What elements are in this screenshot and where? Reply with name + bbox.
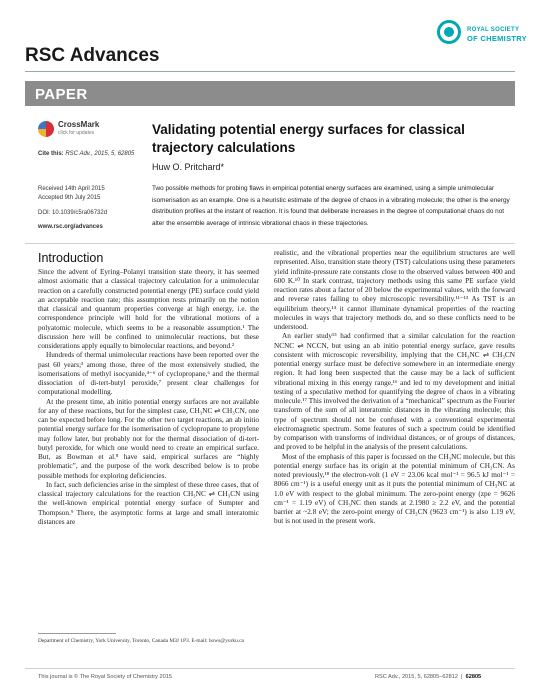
paragraph: Most of the emphasis of this paper is focussed on the CH₃NC molecule, but this potential energy surface has its origin at the potential minimum of CH₃CN. As noted previously,¹⁸ the electron-volt (1 eV = 23.06 kcal mol⁻¹ = 96.5 kJ mol⁻¹ = 8066 cm⁻¹) is a useful energy unit as it puts the potential minimum of CH₃NC at 1.0 eV with respect to the global minimum. The zero-point energy (zpe = 9626 cm⁻¹ = 1.19 eV) of CH₃NC then stands at 2.1980 ≥ 2.2 eV, and the potential barrier at ~2.8 eV; the zero-point energy of CH₃CN (9623 cm⁻¹) is also 1.19 eV, but is not used in the present work. bbox=[274, 452, 515, 526]
received-date: Received 14th April 2015 bbox=[38, 186, 105, 192]
doi[interactable]: DOI: 10.1039/c5ra06732d bbox=[38, 210, 108, 216]
left-column bbox=[38, 268, 259, 527]
footnote-rule bbox=[38, 633, 116, 634]
abstract: Two possible methods for probing flaws in empirical potential energy surfaces are examined, using a simple unimolecular isomerisation as an example. One is a heuristic estimate of the degree of chaos in a vibrating molecule; the other is the energy distribution profiles at the instant of reaction. It is found that deliberate increases in the degree of computational chaos do not alter the ensemble average of intrinsic vibrational chaos in these trajectories. bbox=[152, 185, 510, 227]
author: Huw O. Pritchard* bbox=[152, 162, 225, 172]
article-title: Validating potential energy surfaces for classical trajectory calculations bbox=[152, 122, 465, 155]
page-number: 62805 bbox=[465, 674, 482, 680]
paragraph: An earlier study¹⁵ had confirmed that a similar calculation for the reaction NCNC ⇌ NCCN, but using an ab initio potential energy surface, gave results consistent with microscopic reversibility, implying that the CH₃NC ⇌ CH₃CN potential energy surface must be defective somewhere in an intermediate energy region. It had long been suspected that the cause may be a lack of sufficient vibrational mixing in this energy range,¹⁶ and led to my development and initial testing of a speculative method for quantifying the degree of chaos in a vibrating molecule.¹⁷ This involved the derivation of a “mechanical” spectrum as the Fourier transform of the sum of all interatomic distances in the vibrating molecule; this type of spectrum should not be confused with a conventional experimental electromagnetic spectrum. Some features of such a spectrum could be identified by comparison with transforms of individual distances, or of groups of distances, and proved to be helpful in the analysis of the present calculations. bbox=[274, 332, 515, 452]
right-column bbox=[274, 249, 515, 527]
crossmark-label: CrossMark bbox=[58, 120, 100, 129]
paragraph: Hundreds of thermal unimolecular reactions have been reported over the past 60 years;³ among those, three of the most extensively studied, the isomerisations of methyl isocyanide,⁴⁻⁶ of cyclopropane,⁶ and the thermal dissociation of di-tert-butyl peroxide,⁷ present clear challenges for computational modelling. bbox=[38, 351, 259, 397]
section-label: PAPER bbox=[35, 86, 88, 103]
section-banner bbox=[25, 81, 515, 106]
crossmark-icon bbox=[38, 121, 54, 137]
footer-divider bbox=[25, 668, 515, 669]
paragraph: Since the advent of Eyring–Polanyi transition state theory, it has seemed almost axiomatic that a classical trajectory calculation for a unimolecular reaction on a carefully constructed potential energy (PE) surface could yield an acceptable reaction rate; this assumption rests primarily on the notion that classical and quantum properties converge at high energy, i.e. the correspondence principle will hold for the vibrational motions of a polyatomic molecule, which seems to be a reasonable assumption.¹ The discussion here will be confined to unimolecular reactions, but these considerations apply equally to bimolecular reactions, and beyond.² bbox=[38, 268, 259, 350]
paragraph: At the present time, ab initio potential energy surfaces are not available for any of these reactions, but for the simplest case, CH₃NC ⇌ CH₃CN, one can be expected before long. For the other two target reactions, an ab initio potential energy surface for the isomerisation of cyclopropane to propylene may follow later, but probably not for the thermal dissociation of di-tert-butyl peroxide, for which one would need to create an empirical surface. But, as Bowman et al.⁸ have said, empirical surfaces are “highly problematic”, and the purpose of the work described below is to probe possible methods for exploring deficiencies. bbox=[38, 397, 259, 480]
journal-url[interactable]: www.rsc.org/advances bbox=[38, 224, 103, 230]
crossmark-badge[interactable] bbox=[38, 120, 118, 140]
paragraph: In fact, such deficiencies arise in the simplest of these three cases, that of classical trajectory calculations for the reaction CH₃NC ⇌ CH₃CN using the well-known empirical potential energy surface of Sumpter and Thompson.⁹ There, the asymptotic forms at large and small interatomic distances are bbox=[38, 480, 259, 526]
affiliation-footnote: Department of Chemistry, York University, Toronto, Canada M3J 1P3. E-mail: hows@yorku.ca bbox=[38, 638, 244, 644]
rsc-logo-icon bbox=[437, 20, 461, 44]
paragraph: realistic, and the vibrational properties near the equilibrium structures are well represented. Also, transition state theory (TST) calculations using these parameters yield infinite-pressure rate constants close to the observed values between 400 and 600 K.¹⁰ In stark contrast, trajectory methods using this same PE surface yield reaction rates about a factor of 20 below the experimental values, with the forward and reverse rates failing to obey microscopic reversibility.¹¹⁻¹³ As TST is an equilibrium theory,¹⁴ it cannot illuminate dynamical properties of the reacting molecules in ways that trajectory methods do, and so these conflicts need to be understood. bbox=[274, 249, 515, 331]
rsc-logo[interactable] bbox=[437, 20, 531, 62]
footer-citation-text: RSC Adv., 2015, 5, 62805–62812 bbox=[375, 674, 458, 680]
intro-heading: Introduction bbox=[38, 251, 104, 265]
cite-value: RSC Adv., 2015, 5, 62805 bbox=[65, 151, 135, 157]
accepted-date: Accepted 9th July 2015 bbox=[38, 195, 101, 201]
crossmark-sublabel: click for updates bbox=[58, 130, 95, 136]
logo-line1: ROYAL SOCIETY bbox=[467, 27, 520, 33]
footer-copyright: This journal is © The Royal Society of Chemistry 2015 bbox=[38, 674, 172, 680]
footer-citation: RSC Adv., 2015, 5, 62805–62812 | 62805 bbox=[375, 674, 482, 680]
cite-label: Cite this: bbox=[38, 151, 64, 157]
citation bbox=[38, 151, 134, 157]
logo-line2: OF CHEMISTRY bbox=[467, 34, 527, 43]
journal-title: RSC Advances bbox=[25, 45, 160, 66]
header-divider bbox=[25, 71, 515, 72]
abstract-divider bbox=[25, 243, 515, 244]
